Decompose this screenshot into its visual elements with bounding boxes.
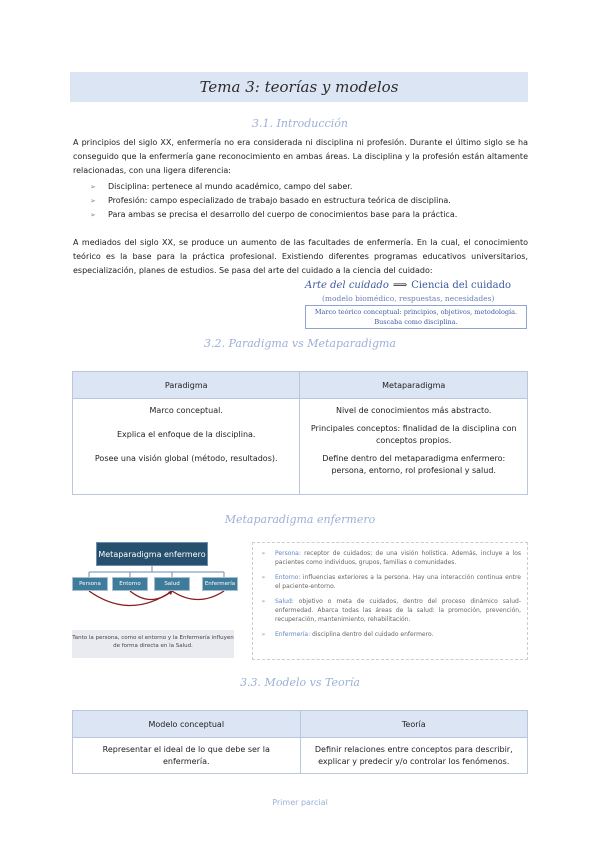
definition-text: receptor de cuidados; de una visión holística. Además, incluye a los pacientes como individuos, grupos, familias o comunidades. — [275, 550, 521, 566]
node-persona: Persona — [72, 577, 108, 591]
list-item — [259, 549, 521, 567]
section-heading-metaparadigma-enfermero: Metaparadigma enfermero — [224, 513, 376, 526]
science-label: Ciencia del cuidado — [411, 280, 512, 291]
diagram-note: Tanto la persona, como el entorno y la Enfermería influyen de forma directa en la Salud. — [72, 630, 234, 658]
teoria-cell: Definir relaciones entre conceptos para describir, explicar y predecir y/o controlar los fenómenos. — [300, 738, 527, 774]
document-title: Tema 3: teorías y modelos — [199, 78, 399, 96]
model-theory-table — [72, 710, 528, 774]
list-item: ➢ Profesión: campo especializado de trabajo basado en estructura teórica de disciplina. — [90, 194, 530, 208]
node-entorno: Entorno — [112, 577, 148, 591]
definition-term: Entorno: — [275, 574, 301, 581]
section-heading-modelo-teoria: 3.3. Modelo vs Teoría — [240, 676, 360, 689]
intro-paragraph: A principios del siglo XX, enfermería no era considerada ni disciplina ni profesión. Durante el último siglo se ha conseguido que la enfermería gane reconocimiento en ambas áreas. La disciplina y la profesión están altamente relacionadas, con una ligera diferencia: — [73, 138, 528, 175]
second-paragraph: A mediados del siglo XX, se produce un aumento de las facultades de enfermería. En la cual, el conocimiento teórico es la base para la práctica profesional. Existiendo diferentes programas educativos universitarios, especialización, planes de estudios. Se pasa del arte del cuidado a la ciencia del cuidado: — [73, 238, 528, 275]
art-label: Arte del cuidado — [305, 280, 389, 291]
list-item: ➢ Disciplina: pertenece al mundo académico, campo del saber. — [90, 180, 530, 194]
cell-line: Nivel de conocimientos más abstracto. — [335, 406, 492, 415]
definition-term: Enfermería: — [275, 631, 311, 638]
definition-text: objetivo o meta de cuidados, dentro del proceso dinámico salud-enfermedad. Abarca todas las áreas de la salud: la promoción, prevención, recuperación, mantenimiento, rehabilitación. — [275, 598, 521, 623]
cell-line: Explica el enfoque de la disciplina. — [116, 430, 256, 439]
framework-line-1: Marco teórico conceptual: principios, objetivos, metodología. — [314, 308, 518, 316]
diagram-title-box: Metaparadigma enfermero — [96, 542, 208, 566]
modelo-cell: Representar el ideal de lo que debe ser la enfermería. — [73, 738, 301, 774]
arrow-right-icon: ⟹ — [392, 280, 408, 291]
metaparadigm-definitions — [252, 542, 528, 660]
section-heading-paradigma: 3.2. Paradigma vs Metaparadigma — [204, 337, 396, 350]
section-heading-introduccion: 3.1. Introducción — [252, 117, 348, 130]
page-footer: Primer parcial — [272, 798, 328, 807]
list-item — [259, 630, 521, 639]
list-item — [259, 597, 521, 624]
document-title-bar — [70, 72, 528, 102]
art-to-science-line — [305, 280, 511, 291]
list-item — [259, 573, 521, 591]
table-header-modelo-conceptual: Modelo conceptual — [73, 711, 301, 738]
cell-line: Principales conceptos: finalidad de la disciplina con conceptos propios. — [310, 424, 517, 445]
paradigm-table — [72, 371, 528, 495]
node-salud: Salud — [154, 577, 190, 591]
table-header-metaparadigma: Metaparadigma — [300, 372, 528, 399]
definition-term: Persona: — [275, 550, 301, 557]
definition-text: influencias exteriores a la persona. Hay una interacción continua entre el paciente-entorno. — [275, 574, 521, 590]
definition-text: disciplina dentro del cuidado enfermero. — [310, 631, 434, 638]
cell-line: Posee una visión global (método, resultados). — [94, 454, 278, 463]
theoretical-framework-box — [305, 305, 527, 329]
node-enfermeria: Enfermería — [202, 577, 238, 591]
metaparadigma-cell — [300, 399, 528, 495]
discipline-bullet-list — [90, 180, 530, 222]
list-item: ➢ Para ambas se precisa el desarrollo del cuerpo de conocimientos base para la práctica. — [90, 208, 530, 222]
table-header-teoria: Teoría — [300, 711, 527, 738]
paradigma-cell — [73, 399, 300, 495]
framework-line-2: Buscaba como disciplina. — [374, 318, 458, 326]
cell-line: Define dentro del metaparadigma enfermero: persona, entorno, rol profesional y salud. — [322, 454, 506, 475]
cell-line: Marco conceptual. — [149, 406, 223, 415]
art-subtitle: (modelo biomédico, respuestas, necesidades) — [322, 294, 495, 303]
table-header-paradigma: Paradigma — [73, 372, 300, 399]
definition-term: Salud: — [275, 598, 294, 605]
